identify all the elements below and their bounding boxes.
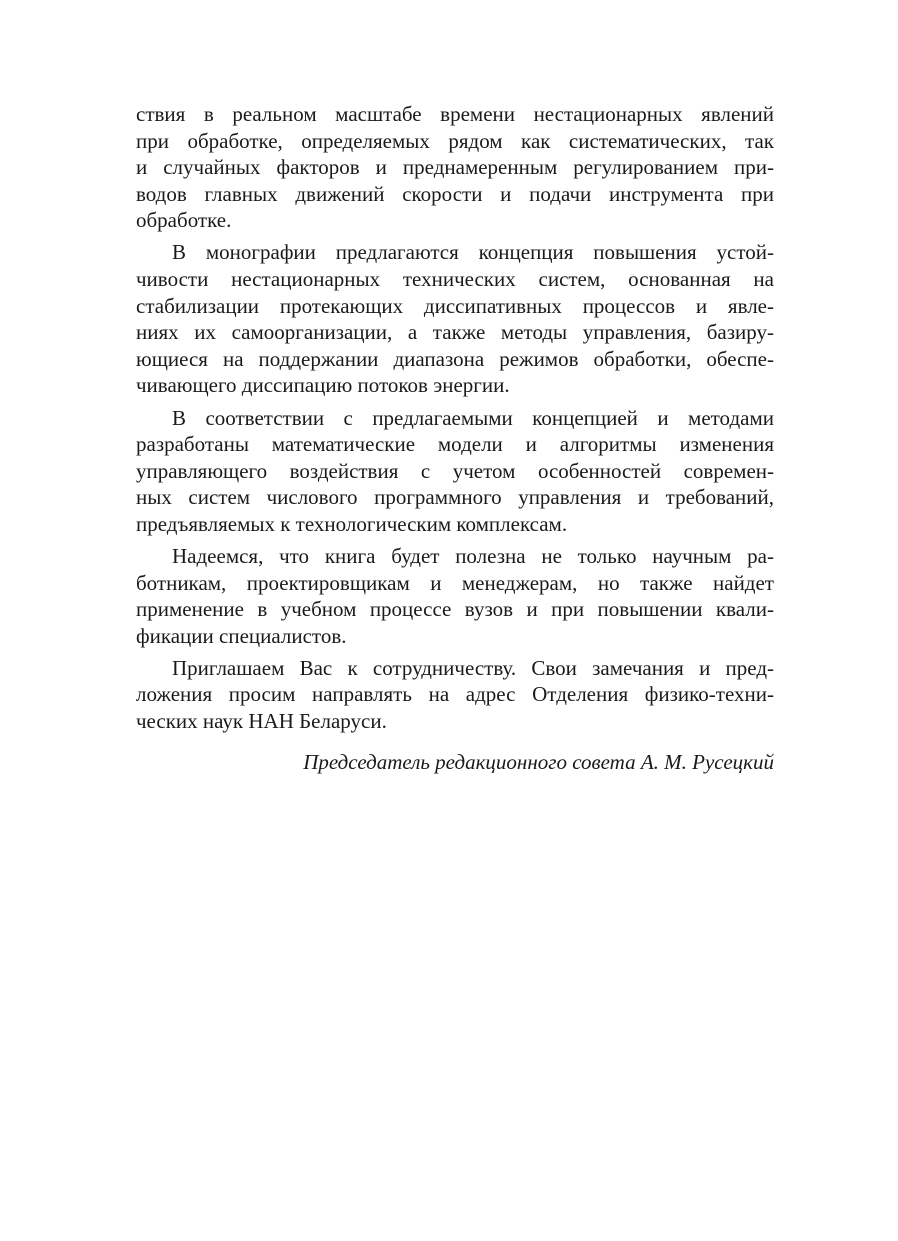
editor-signature: Председатель редакционного совета А. М. Русецкий (303, 749, 774, 774)
text-line: стабилизации протекающих диссипативных процессов и явле- (136, 293, 774, 318)
text-line: В соответствии с предлагаемыми концепцией и методами (172, 405, 774, 430)
text-line: ных систем числового программного управления и требований, (136, 485, 774, 510)
text-line: управляющего воздействия с учетом особенностей современ- (136, 458, 774, 483)
text-line: ложения просим направлять на адрес Отделения физико-техни- (136, 682, 774, 707)
paragraph-4 (136, 543, 774, 649)
paragraph-2 (136, 239, 774, 399)
text-line: разработаны математические модели и алгоритмы изменения (136, 432, 774, 457)
text-line: фикации специалистов. (136, 623, 347, 648)
text-line: применение в учебном процессе вузов и при повышении квали- (136, 597, 774, 622)
text-line: водов главных движений скорости и подачи инструмента при (136, 181, 774, 206)
text-line: обработке. (136, 208, 232, 233)
text-line: при обработке, определяемых рядом как систематических, так (136, 128, 774, 153)
paragraph-5 (136, 655, 774, 735)
text-line: ботникам, проектировщикам и менеджерам, но также найдет (136, 570, 774, 595)
text-line: и случайных факторов и преднамеренным регулированием при- (136, 155, 774, 180)
text-line: ствия в реальном масштабе времени нестационарных явлений (136, 102, 774, 126)
text-line: ниях их самоорганизации, а также методы управления, базиру- (136, 320, 774, 345)
paragraph-1 (136, 101, 774, 234)
text-line: Надеемся, что книга будет полезна не только научным ра- (172, 544, 774, 568)
text-line: В монографии предлагаются концепция повышения устой- (172, 240, 774, 265)
text-line: Приглашаем Вас к сотрудничеству. Свои замечания и пред- (172, 655, 774, 680)
text-line: чивающего диссипацию потоков энергии. (136, 373, 510, 398)
body-text (136, 101, 774, 775)
text-line: предъявляемых к технологическим комплексам. (136, 511, 568, 536)
text-line: ющиеся на поддержании диапазона режимов обработки, обеспе- (136, 346, 774, 371)
text-line: чивости нестационарных технических систем, основанная на (136, 267, 774, 292)
text-line: ческих наук НАН Беларуси. (136, 709, 387, 734)
paragraph-3 (136, 405, 774, 538)
